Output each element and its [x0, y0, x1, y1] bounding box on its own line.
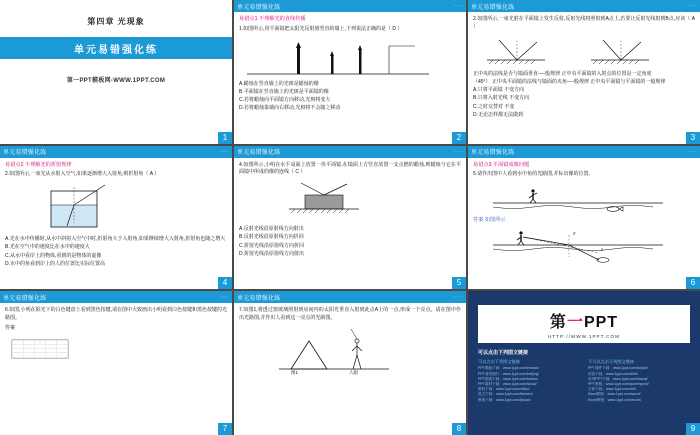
link-item[interactable]: PPT教程：www.1ppt.com/powerpoint/ [588, 381, 649, 386]
link-column-left [478, 359, 582, 402]
option-b[interactable]: B.只将入射光线 不变方向 [473, 95, 530, 102]
slide-2[interactable] [234, 0, 466, 144]
slide-number: 5 [452, 277, 466, 289]
logo-text: 第一PPT [549, 314, 619, 332]
answer-label: 答案 [5, 324, 16, 331]
slide-number: 8 [452, 423, 466, 435]
header-dots: ··· [688, 148, 697, 155]
link-item[interactable]: PPT图表下载：www.1ppt.com/tubiao/ [478, 376, 539, 381]
option-d[interactable]: D.无论怎样都无法做到 [473, 111, 524, 118]
figure-candle-mirror [239, 36, 461, 78]
header-dots: ··· [454, 148, 463, 155]
footer-title: 可以点击下列图文链接 [478, 350, 529, 357]
option-c[interactable]: C.若将蜡烛向平面镜方向移动,光斑将变大 [239, 97, 331, 104]
link-item[interactable]: 资料下载：www.1ppt.com/ziliao/ [478, 387, 530, 392]
chapter-title: 第四章 光现象 [87, 17, 145, 26]
slide-9-final[interactable] [468, 291, 700, 435]
svg-text:S: S [601, 247, 604, 252]
slide-number: 1 [218, 132, 232, 144]
slide-header [234, 291, 466, 303]
option-b[interactable]: B.反射光线沿原射线方向折回 [239, 234, 304, 241]
question-heading: 易错点1 不理解光的直线传播 [239, 16, 306, 22]
question-heading: 易错点3 平面镜成像问题 [473, 161, 530, 168]
question-text: 5.请作出图中人看到水中鱼的光路图,并标出像的位置。 [473, 171, 594, 178]
link-item[interactable]: 字体下载：www.1ppt.com/ziti/ [588, 387, 636, 392]
note-line-2: （45°） 正中央平面镜的法线与镜面的夹角──般规律 正中央平面镜与平面镜的一般规律 [473, 78, 666, 85]
header-dots: ··· [220, 294, 229, 301]
slide-1-cover[interactable] [0, 0, 232, 144]
question-text: 6.如图,小明在阳光下的白色键盘上看到黑色按键,请在图中大致画出小明看到白色按键和黑色按键的光路图。 [5, 307, 227, 322]
link-columns [478, 359, 692, 402]
link-item[interactable]: 优秀PPT下载：www.1ppt.com/xiazai/ [588, 376, 648, 381]
header-dots: ··· [688, 3, 697, 9]
link-item[interactable]: PPT模板下载：www.1ppt.com/moban/ [478, 366, 540, 371]
header-title: 单元易错强化练 [237, 295, 281, 302]
svg-text:图1: 图1 [291, 369, 299, 375]
slide-3[interactable] [468, 0, 700, 144]
slide-number: 9 [686, 423, 700, 435]
link-item[interactable]: PPT素材下载：www.1ppt.com/sucai/ [478, 381, 537, 386]
question-text: 2.如图所示,一束光从水射入空气,如果逐渐增大入射角,则折射角（ A ） [5, 171, 160, 178]
header-dots: ··· [454, 3, 463, 9]
question-text: 7.如图1,将透过窗玻璃照射到房间内的太阳光垂直入射到此点A上的一点,形成一个亮点。请在图中作出光路图,并作出人看到这一亮点的光路图。 [239, 307, 461, 322]
column-header: 不可以点击下列图文链接 [588, 359, 635, 365]
option-b[interactable]: B.平面镜在竖直墙上的光斑是平面镜的像 [239, 88, 329, 95]
slide-7[interactable] [0, 291, 232, 435]
link-item[interactable]: 范文下载：www.1ppt.com/fanwen/ [478, 392, 533, 397]
header-title: 单元易错强化练 [471, 150, 515, 157]
option-a[interactable]: A.光在水中传播时,从水中斜射入空气中时,折射角大于入射角,如果继续增大入射角,折射角也随之增大 [5, 236, 226, 243]
header-title: 单元易错强化练 [471, 4, 515, 11]
figure-prism-person [239, 325, 461, 375]
options-list [239, 80, 461, 113]
option-b[interactable]: B.光在空气中的速度比在水中的速度大 [5, 244, 90, 251]
link-item[interactable]: Excel教程：www.1ppt.com/excel/ [588, 397, 642, 402]
slide-number: 4 [218, 277, 232, 289]
header-title: 单元易错强化练 [237, 4, 281, 11]
question-text: 4.如图所示,小明在水平桌面上放置一块平面镜,在镜面上方竖直放置一支点燃的蜡烛,则蜡烛与它在平面镜中所成的像的连线（ C ） [239, 161, 461, 176]
question-heading: 易错点2 不理解光的折射规律 [5, 161, 72, 168]
options-list [239, 225, 461, 258]
option-d[interactable]: D.若将蜡烛靠墙向右移动,光斑将不会随之移动 [239, 105, 341, 112]
title-band [0, 37, 232, 59]
note-line-1: 正中央的法线是否与镜面垂直──般规律 正中央平面镜的入射点的位置是一定角度 [473, 70, 652, 77]
question-text: 1.如图所示,用平面镜把太阳光反射到竖直的墙上,下列说法正确的是（ D ） [239, 25, 403, 32]
figure-water-glass [5, 181, 227, 233]
figure-person-fish-2 [473, 227, 695, 267]
site-credit: 第一PPT模板网-WWW.1PPT.COM [66, 78, 166, 84]
link-item[interactable]: Word教程：www.1ppt.com/word/ [588, 392, 641, 397]
option-c[interactable]: C.之时交替对 不变 [473, 103, 515, 110]
column-header: 可以点击下列图文链接 [478, 359, 520, 365]
figure-mirror-block [239, 179, 461, 223]
link-item[interactable]: 试卷下载：www.1ppt.com/shiti/ [588, 371, 638, 376]
link-column-right [588, 359, 692, 402]
svg-text:S': S' [573, 231, 576, 236]
option-a[interactable]: A.反射光线沿原射线方向射出 [239, 226, 304, 233]
slide-header [0, 146, 232, 158]
header-title: 单元易错强化练 [3, 295, 47, 302]
header-title: 单元易错强化练 [237, 150, 281, 157]
link-item[interactable]: PPT背景图片：www.1ppt.com/beijing/ [478, 371, 539, 376]
keyboard-graphic [11, 339, 69, 359]
slide-6[interactable] [468, 146, 700, 290]
answer-label: 答案 如图所示 [473, 217, 506, 224]
slide-5[interactable] [234, 146, 466, 290]
figure-reflection-pair [473, 34, 695, 68]
link-item[interactable]: 教案下载：www.1ppt.com/jiaoan/ [478, 397, 531, 402]
option-a[interactable]: A.只将平面镜 不变方向 [473, 87, 525, 93]
figure-person-fish-1 [473, 181, 695, 215]
slide-number: 3 [686, 132, 700, 144]
slide-number: 2 [452, 132, 466, 144]
header-title: 单元易错强化练 [3, 150, 47, 157]
slide-header [0, 291, 232, 303]
svg-text:人眼: 人眼 [349, 369, 358, 375]
slide-header [234, 146, 466, 158]
slide-header [468, 0, 700, 12]
header-dots: ··· [220, 148, 229, 155]
header-dots: ··· [454, 294, 463, 301]
slide-header [234, 0, 466, 12]
brand-logo [478, 305, 690, 343]
question-text: 2.如图所示,一束光射在平面镜上发生反射,反射光线将照射到A点上,若要让反射光线射到B点,应该（ A ） [473, 16, 695, 30]
option-a[interactable]: A.蜡烛在竖直墙上的光斑是蜡烛的像 [239, 80, 319, 87]
slide-8[interactable] [234, 291, 466, 435]
option-c[interactable]: C.从水中看岸上的物体,看到的是物体的虚像 [5, 252, 102, 259]
option-c[interactable]: C.折射光线沿原射线方向折回 [239, 242, 305, 249]
slide-number: 6 [686, 277, 700, 289]
deck-title: 单元易错强化练 [74, 44, 158, 56]
option-d[interactable]: D.折射光线沿原射线方向射出 [239, 250, 305, 257]
option-d[interactable]: D.水中的鱼看到岸上的人的位置比实际位置高 [5, 260, 106, 267]
options-list [5, 235, 227, 268]
slide-header [468, 146, 700, 158]
slide-number: 7 [218, 423, 232, 435]
link-item[interactable]: PPT课件下载：www.1ppt.com/kejian/ [588, 366, 648, 371]
slide-4[interactable] [0, 146, 232, 290]
figure-keyboard [11, 339, 227, 359]
logo-url: HTTP://WWW.1PPT.COM [548, 334, 620, 340]
options-list [473, 70, 695, 120]
